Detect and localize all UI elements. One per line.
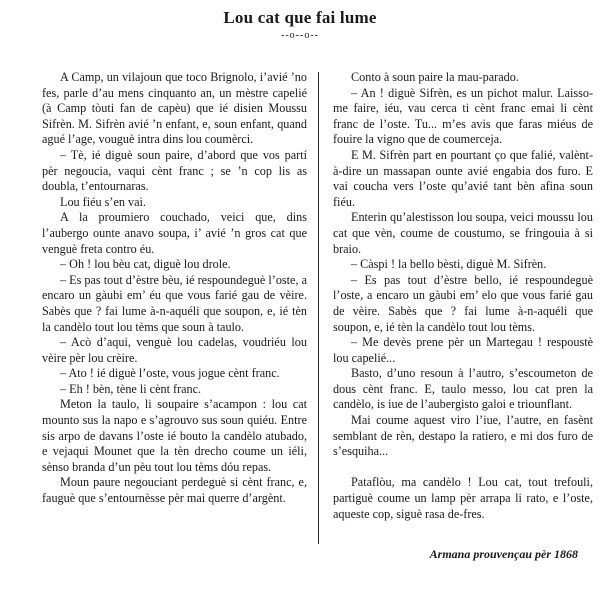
paragraph: – Oh ! lou bèu cat, diguè lou drole. xyxy=(60,257,231,272)
paragraph: – Es pas tout d’èstre bello, ié respoundeguè l’oste, a encaro un gàubi em’ elo que vous farié gau de vèire. Sabès que ? fai lume à-n-aquéli que soupon, e, ié tèn la candèlo tout lou tèms. xyxy=(333,272,593,334)
paragraph: E M. Sifrèn part en pourtant ço que falié, valènt-à-dire un massapan ounte avié engabia dos furo. E vai coucha vers l’oste qu’avié tant bèn afina soun fiéu. xyxy=(333,147,593,209)
paragraph: – Me devès prene pèr un Martegau ! respoustè lou capelié... xyxy=(333,335,593,365)
paragraph: – Càspi ! la bello bèsti, diguè M. Sifrèn. xyxy=(351,257,547,272)
paragraph: – Ato ! ié diguè l’oste, vous jogue cènt franc. xyxy=(60,366,280,381)
paragraph: Meton la taulo, li soupaire s’acampon : lou cat mounto sus la napo e s’agrouvo sus soun quiéu. Entre sis arpo de davans l’oste ié bouto la candèlo atubado, e vejaqui Mounet que la tèn drecho coume un iéli, sènso branda d’un pèu tout lou tèms dóu repas. xyxy=(42,397,307,474)
paragraph: A la proumiero couchado, veici que, dins l’aubergo ounte anavo soupa, i’ avié ’n gros cat que venguè freta contro éu. xyxy=(42,210,307,256)
paragraph: Conto à soun paire la mau-parado. xyxy=(351,70,519,84)
paragraph: – Acò d’aqui, venguè lou cadelas, voudriéu lou vèire pèr lou crèire. xyxy=(42,335,307,365)
page-title: Lou cat que fai lume xyxy=(223,8,377,27)
column-divider xyxy=(318,72,319,544)
paragraph: Enterin qu’alestisson lou soupa, veici moussu lou cat que vèn, coume de coustumo, se fringouia à si braio. xyxy=(333,210,593,256)
paragraph: A Camp, un vilajoun que toco Brignolo, i’avié ’no fes, parle d’au mens cinquanto an, un mèstre capelié (à Camp tòuti fan de capèu) que ié disien Moussu Sifrèn. M. Sifrèn avié ’n enfant, e, soun enfant, quand agué l’age, vouguè intra dins lou coumèrci. xyxy=(42,70,307,147)
right-column xyxy=(333,70,593,522)
title-ornament: --o--o-- xyxy=(281,30,319,41)
paragraph: Mai coume aquest viro l’iue, l’autre, en fasènt semblant de rèn, destapo la ratiero, e mi dos furo de s’esquiha... xyxy=(333,413,593,459)
paragraph: Pataflòu, ma candèlo ! Lou cat, tout trefouli, partiguè coume un lamp pèr arrapa li rato, e l’oste, aqueste cop, siguè rasa de-fres. xyxy=(333,475,593,521)
paragraph: Lou fiéu s’en vai. xyxy=(60,194,146,209)
paragraph: – An ! diguè Sifrèn, es un pichot malur. Laisso-me faire, iéu, vau cerca ti cènt franc emai li cènt franc de l’oste. Tu... m’es avis que faras miéus de fouire la vigno que de coumerceja. xyxy=(333,85,593,147)
paragraph: – Eh ! bèn, tène li cènt franc. xyxy=(60,381,202,396)
source-attribution: Armana prouvençau pèr 1868 xyxy=(429,547,578,561)
paragraph: Moun paure negouciant perdeguè si cènt franc, e, fauguè que s’entournèsse pèr mai querre d’argènt. xyxy=(42,475,307,506)
paragraph: – Tè, ié diguè soun paire, d’abord que vos partí pèr negoucia, vaqui cènt franc ; se ’n cop lis as doubla, t’entournaras. xyxy=(42,147,307,194)
paragraph: Basto, d’uno resoun à l’autro, s’escoumeton de dous cènt franc. E, taulo messo, lou cat pren la candèlo, is iue de l’aubergisto galoi e triounflant. xyxy=(333,366,593,412)
left-column xyxy=(42,70,307,507)
paragraph: – Es pas tout d’èstre bèu, ié respoundeguè l’oste, a encaro un gàubi em’ éu que vous farié gau de vèire. Sabès que ? fai lume à-n-aquéli que soupon, e, ié tèn la candèlo tout lou tèms que soun à taulo. xyxy=(42,272,307,334)
